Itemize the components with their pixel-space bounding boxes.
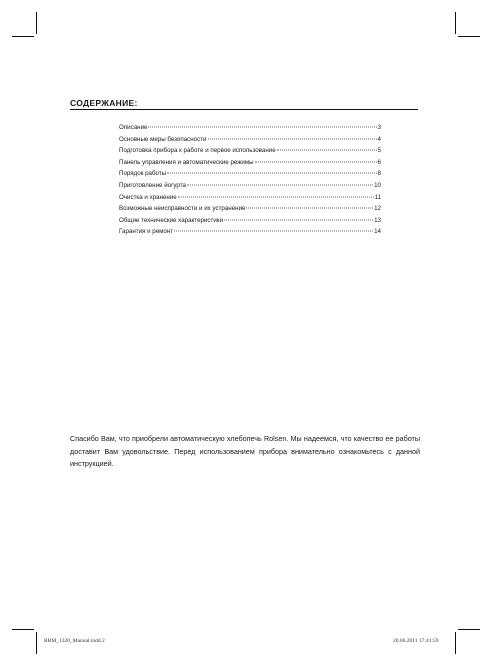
toc-leader <box>178 196 374 197</box>
toc-leader <box>208 138 377 139</box>
toc-page: 6 <box>377 158 381 166</box>
print-slug-date: 20.06.2011 17:41:59 <box>393 638 439 644</box>
crop-mark <box>36 12 37 34</box>
toc-title: Гарантия и ремонт <box>119 228 174 236</box>
toc-leader <box>148 127 376 128</box>
toc-entry[interactable] <box>119 147 381 159</box>
intro-paragraph: Спасибо Вам, что приобрели автоматическую хлебопечь Rolsen. Мы надеемся, что качество ее работы доставит Вам удовольствие. Перед использованием прибора внимательно ознакомьтесь с данной инструкцией. <box>70 434 420 468</box>
toc-page: 12 <box>374 205 381 213</box>
crop-mark <box>458 36 480 37</box>
toc-title: Панель управления и автоматические режимы <box>119 158 254 166</box>
toc-entry[interactable] <box>119 205 381 217</box>
toc-entry[interactable] <box>119 170 381 182</box>
toc-title: Очистка и хранение <box>119 193 177 201</box>
toc-page: 3 <box>377 124 381 131</box>
toc-leader <box>167 173 376 174</box>
toc-leader <box>277 150 377 151</box>
table-of-contents <box>119 124 381 240</box>
toc-page: 5 <box>377 147 381 155</box>
crop-mark <box>458 629 480 630</box>
toc-page: 14 <box>374 228 381 236</box>
toc-title: Подготовка прибора к работе и первое использование <box>119 147 276 155</box>
toc-page: 4 <box>377 135 381 143</box>
toc-title: Основные меры безопасности <box>119 135 207 143</box>
toc-title: Общие технические характеристики <box>119 216 223 224</box>
toc-leader <box>174 231 373 232</box>
crop-mark <box>36 632 37 654</box>
toc-leader <box>224 219 373 220</box>
toc-page: 8 <box>377 170 381 178</box>
crop-mark <box>12 36 34 37</box>
toc-title: Порядок работы <box>119 170 167 178</box>
crop-mark <box>12 629 34 630</box>
toc-title: Приготовление йогурта <box>119 181 186 189</box>
toc-entry[interactable] <box>119 182 381 194</box>
toc-entry[interactable] <box>119 217 381 229</box>
toc-entry[interactable] <box>119 159 381 171</box>
toc-title: Описание <box>119 124 148 131</box>
toc-entry[interactable] <box>119 136 381 148</box>
crop-mark <box>455 632 456 654</box>
toc-leader <box>255 161 377 162</box>
toc-page: 10 <box>374 181 381 189</box>
toc-leader <box>246 208 373 209</box>
toc-entry[interactable] <box>119 124 381 136</box>
print-slug-file: RBM_1320_Manual.indd 2 <box>44 638 105 644</box>
toc-leader <box>187 184 373 185</box>
crop-mark <box>455 12 456 34</box>
contents-heading: СОДЕРЖАНИЕ: <box>70 98 418 110</box>
toc-title: Возможные неисправности и их устранение <box>119 205 246 213</box>
toc-page: 13 <box>374 216 381 224</box>
toc-entry[interactable] <box>119 194 381 206</box>
toc-entry[interactable] <box>119 228 381 240</box>
toc-page: 11 <box>374 193 381 201</box>
